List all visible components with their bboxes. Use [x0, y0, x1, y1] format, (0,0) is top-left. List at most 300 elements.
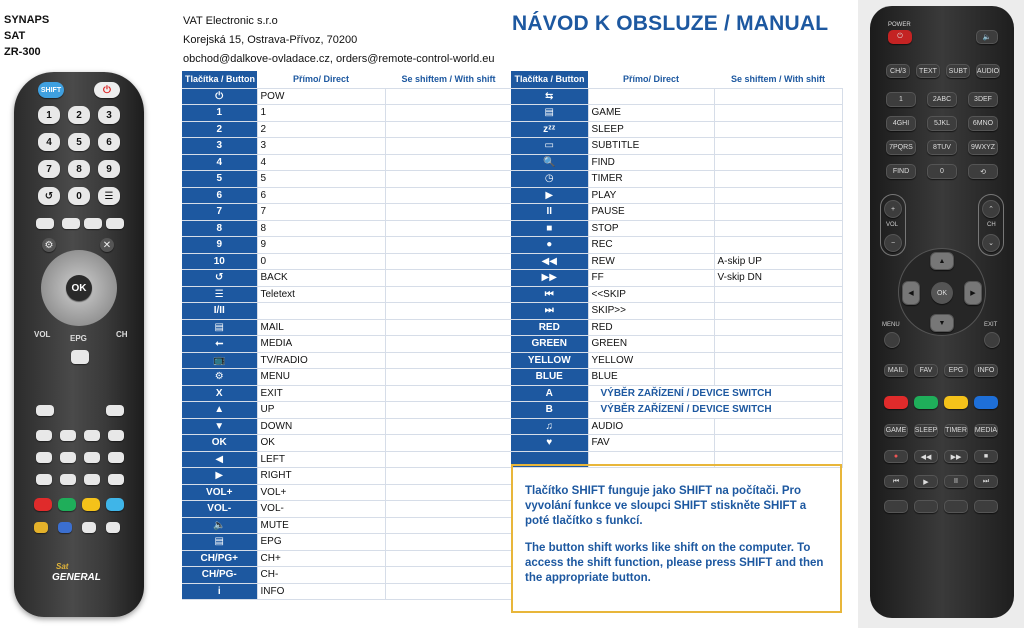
button-cell: 5: [182, 171, 257, 188]
num-key-9: 9: [98, 160, 120, 178]
button-cell: ▶▶: [511, 270, 588, 287]
transport-key-1: [36, 452, 52, 463]
button-cell: ⏮: [511, 286, 588, 303]
rr-row1-2: SUBT: [946, 64, 970, 78]
rr-timer-key: TIMER: [944, 424, 968, 437]
table-row: [511, 369, 842, 386]
button-cell: 9: [182, 237, 257, 254]
rr-key-9: 9WXYZ: [968, 140, 998, 155]
button-cell: 4: [182, 154, 257, 171]
transport-key-7: [84, 474, 100, 485]
table-row: [511, 204, 842, 221]
direct-cell: LEFT: [257, 451, 385, 468]
table-row: [182, 171, 512, 188]
rr-rew-key-icon: ◀◀: [914, 450, 938, 463]
num-key-5: 5: [68, 133, 90, 151]
subtitle-key: [60, 430, 76, 441]
button-cell: ▭: [511, 138, 588, 155]
table-row: [511, 402, 842, 419]
direct-cell: CH-: [257, 567, 385, 584]
media-key: [84, 218, 102, 229]
table-row: [182, 484, 512, 501]
rr-info-key: INFO: [974, 364, 998, 377]
table-row: [182, 468, 512, 485]
sleep-key: [36, 430, 52, 441]
direct-cell: RIGHT: [257, 468, 385, 485]
note-czech: Tlačítko SHIFT funguje jako SHIFT na počítači. Pro vyvolání funkce ve sloupci SHIFT stiskněte SHIFT a poté tlačítko s funkcí.: [525, 485, 807, 527]
shift-cell: [385, 303, 512, 320]
num-key-6: 6: [98, 133, 120, 151]
button-cell: ▶: [511, 187, 588, 204]
button-cell: 10: [182, 253, 257, 270]
button-cell: ▶: [182, 468, 257, 485]
button-cell: ▼: [182, 418, 257, 435]
table-row: [182, 204, 512, 221]
direct-cell: REC: [588, 237, 714, 254]
green-key: [58, 498, 76, 511]
button-cell: A: [511, 385, 588, 402]
rr-blank-key-3: [944, 500, 968, 513]
num-key-4: 4: [38, 133, 60, 151]
direct-cell: Teletext: [257, 286, 385, 303]
button-cell: CH/PG+: [182, 550, 257, 567]
shift-cell: [714, 336, 842, 353]
header-direct: Přímo/ Direct: [588, 71, 714, 88]
button-cell: ↺: [182, 270, 257, 287]
shift-cell: [385, 253, 512, 270]
rr-key-2: 2ABC: [927, 92, 957, 107]
shift-cell: [714, 121, 842, 138]
button-cell: 7: [182, 204, 257, 221]
table-row: [182, 517, 512, 534]
shift-cell: [385, 385, 512, 402]
rr-key-1: 1: [886, 92, 916, 107]
right-table-header: [511, 71, 842, 88]
num-key-8: 8: [68, 160, 90, 178]
shift-cell: [714, 88, 842, 105]
direct-cell: 6: [257, 187, 385, 204]
direct-cell: RED: [588, 319, 714, 336]
button-cell: ⏻: [182, 88, 257, 105]
header-shift: Se shiftem / With shift: [714, 71, 842, 88]
button-cell: YELLOW: [511, 352, 588, 369]
note-english: The button shift works like shift on the computer. To access the shift function, please press SHIFT and then the appropriate button.: [525, 542, 824, 584]
direct-cell: 7: [257, 204, 385, 221]
table-row: [511, 121, 842, 138]
table-row: [182, 385, 512, 402]
a-key: [34, 522, 48, 533]
rr-epg-key: EPG: [944, 364, 968, 377]
table-row: [182, 286, 512, 303]
shift-cell: [714, 237, 842, 254]
button-cell: ☰: [182, 286, 257, 303]
num-key-2: 2: [68, 106, 90, 124]
table-row: [182, 187, 512, 204]
power-label: POWER: [888, 22, 911, 28]
back-key-icon: ↺: [38, 187, 60, 205]
table-row: [511, 138, 842, 155]
table-row: [511, 352, 842, 369]
rr-find-key: FIND: [886, 164, 916, 179]
button-cell: ⏭: [511, 303, 588, 320]
num-key-0: 0: [68, 187, 90, 205]
button-cell: 🔍: [511, 154, 588, 171]
button-cell: VOL+: [182, 484, 257, 501]
rr-pause-key-icon: II: [944, 475, 968, 488]
table-row: [182, 352, 512, 369]
table-row: [182, 253, 512, 270]
blue-key: [106, 498, 124, 511]
table-row: [511, 171, 842, 188]
shift-cell: [714, 171, 842, 188]
table-row: [511, 319, 842, 336]
shift-cell: [385, 319, 512, 336]
direct-cell: BLUE: [588, 369, 714, 386]
rr-mail-key: MAIL: [884, 364, 908, 377]
direct-cell: REW: [588, 253, 714, 270]
table-row: [182, 121, 512, 138]
button-cell: GREEN: [511, 336, 588, 353]
table-row: [511, 88, 842, 105]
vol-down-icon: −: [884, 234, 902, 252]
button-cell: BLUE: [511, 369, 588, 386]
shift-cell: [385, 435, 512, 452]
direct-cell: STOP: [588, 220, 714, 237]
shift-cell: [385, 171, 512, 188]
rr-red-key: [884, 396, 908, 409]
rect-key-1: [36, 405, 54, 416]
table-row: [511, 435, 842, 452]
vol-up-icon: +: [884, 200, 902, 218]
rr-fav-key: FAV: [914, 364, 938, 377]
rr-stop-key-icon: ■: [974, 450, 998, 463]
shift-cell: [385, 336, 512, 353]
button-cell: ◀: [182, 451, 257, 468]
shift-cell: [714, 154, 842, 171]
table-row: [182, 220, 512, 237]
direct-cell: 0: [257, 253, 385, 270]
rr-play-key-icon: ▶: [914, 475, 938, 488]
direct-cell: VOL+: [257, 484, 385, 501]
device-switch-cell: VÝBĚR ZAŘÍZENÍ / DEVICE SWITCH: [588, 402, 842, 419]
ch-down-icon: ⌄: [982, 234, 1000, 252]
rr-up-icon: ▲: [930, 252, 954, 270]
left-table-header: [182, 71, 512, 88]
button-cell: ▤: [182, 319, 257, 336]
rr-yellow-key: [944, 396, 968, 409]
table-row: [511, 286, 842, 303]
shift-cell: [714, 319, 842, 336]
direct-cell: SKIP>>: [588, 303, 714, 320]
rr-key-3: 3DEF: [968, 92, 998, 107]
button-cell: 8: [182, 220, 257, 237]
rr-ok-key: OK: [931, 282, 953, 304]
vol-label: VOL: [886, 222, 899, 228]
company-address: Korejská 15, Ostrava-Přívoz, 70200: [183, 34, 358, 46]
button-cell: 📺: [182, 352, 257, 369]
remote-identifier: [4, 12, 49, 60]
direct-cell: UP: [257, 402, 385, 419]
button-cell: i: [182, 583, 257, 600]
b-key: [58, 522, 72, 533]
direct-cell: PLAY: [588, 187, 714, 204]
rr-row1-3: AUDIO: [976, 64, 1000, 78]
brand-logo-line2: GENERAL: [52, 572, 101, 583]
audio-key: [82, 522, 96, 533]
table-row: [182, 154, 512, 171]
table-row: [182, 534, 512, 551]
button-cell: ◷: [511, 171, 588, 188]
shift-cell: [385, 402, 512, 419]
shift-note: [511, 464, 842, 613]
button-cell: ■: [511, 220, 588, 237]
direct-cell: GREEN: [588, 336, 714, 353]
direct-cell: DOWN: [257, 418, 385, 435]
ch-up-icon: ⌃: [982, 200, 1000, 218]
header-button: Tlačítka / Button: [182, 71, 257, 88]
button-cell: VOL-: [182, 501, 257, 518]
shift-cell: [385, 501, 512, 518]
rr-blank-key-2: [914, 500, 938, 513]
direct-cell: BACK: [257, 270, 385, 287]
button-cell: zᶻᶻ: [511, 121, 588, 138]
direct-cell: TV/RADIO: [257, 352, 385, 369]
right-mapping-table: [511, 71, 843, 468]
device-switch-cell: VÝBĚR ZAŘÍZENÍ / DEVICE SWITCH: [588, 385, 842, 402]
table-row: [511, 187, 842, 204]
shift-cell: [385, 451, 512, 468]
shift-cell: [714, 220, 842, 237]
button-cell: X: [182, 385, 257, 402]
transport-key-2: [60, 452, 76, 463]
ch-label: CH: [987, 222, 996, 228]
direct-cell: PAUSE: [588, 204, 714, 221]
direct-cell: MENU: [257, 369, 385, 386]
company-name: VAT Electronic s.r.o: [183, 15, 278, 27]
timer-key: [108, 430, 124, 441]
rr-row1-0: CH/3: [886, 64, 910, 78]
rr-left-icon: ◀: [902, 281, 920, 305]
find-key: [84, 430, 100, 441]
shift-cell: [385, 88, 512, 105]
button-cell: 6: [182, 187, 257, 204]
shift-cell: [385, 154, 512, 171]
direct-cell: [588, 88, 714, 105]
button-cell: ♥: [511, 435, 588, 452]
ch-label: CH: [116, 330, 128, 339]
table-row: [511, 154, 842, 171]
direct-cell: MAIL: [257, 319, 385, 336]
rr-rec-key-icon: ●: [884, 450, 908, 463]
button-cell: ⇆: [511, 88, 588, 105]
table-row: [182, 105, 512, 122]
button-cell: OK: [182, 435, 257, 452]
shift-cell: [714, 105, 842, 122]
rr-row1-1: TEXT: [916, 64, 940, 78]
num-key-3: 3: [98, 106, 120, 124]
rect-key-2: [106, 405, 124, 416]
shift-cell: [714, 187, 842, 204]
direct-cell: FF: [588, 270, 714, 287]
shift-cell: [385, 352, 512, 369]
rr-right-icon: ▶: [964, 281, 982, 305]
brand-label: SYNAPS: [4, 14, 50, 26]
table-row: [182, 237, 512, 254]
direct-cell: 4: [257, 154, 385, 171]
direct-cell: EXIT: [257, 385, 385, 402]
rr-recall-key-icon: ⟲: [968, 164, 998, 179]
button-cell: I/II: [182, 303, 257, 320]
direct-cell: EPG: [257, 534, 385, 551]
rr-next-key-icon: ⏭: [974, 475, 998, 488]
shift-cell: [385, 550, 512, 567]
button-cell: CH/PG-: [182, 567, 257, 584]
num-key-1: 1: [38, 106, 60, 124]
vol-label: VOL: [34, 330, 51, 339]
direct-cell: FIND: [588, 154, 714, 171]
mute-key-icon: 🔈: [976, 30, 998, 44]
table-row: [511, 220, 842, 237]
rr-key-6: 6MNO: [968, 116, 998, 131]
rr-blank-key-4: [974, 500, 998, 513]
transport-key-6: [60, 474, 76, 485]
table-row: [511, 303, 842, 320]
button-cell: 3: [182, 138, 257, 155]
shift-cell: [385, 286, 512, 303]
remote-right-body: [870, 6, 1014, 618]
shift-cell: [714, 303, 842, 320]
transport-key-3: [84, 452, 100, 463]
direct-cell: 8: [257, 220, 385, 237]
shift-cell: [714, 352, 842, 369]
remote-left-image: [14, 72, 144, 617]
shift-cell: [385, 138, 512, 155]
table-row: [182, 418, 512, 435]
rr-blank-key-1: [884, 500, 908, 513]
table-row: [182, 501, 512, 518]
table-row: [182, 451, 512, 468]
shift-cell: [714, 138, 842, 155]
tv-radio-key: [106, 218, 124, 229]
shift-cell: [385, 369, 512, 386]
direct-cell: VOL-: [257, 501, 385, 518]
rr-prev-key-icon: ⏮: [884, 475, 908, 488]
shift-cell: [385, 220, 512, 237]
direct-cell: 2: [257, 121, 385, 138]
sat-label: SAT: [4, 30, 26, 42]
direct-cell: [257, 303, 385, 320]
exit-label: EXIT: [984, 322, 998, 328]
red-key: [34, 498, 52, 511]
direct-cell: 1: [257, 105, 385, 122]
shift-cell: [714, 369, 842, 386]
shift-cell: [385, 270, 512, 287]
page-title: NÁVOD K OBSLUZE / MANUAL: [512, 12, 829, 35]
rr-game-key: GAME: [884, 424, 908, 437]
direct-cell: INFO: [257, 583, 385, 600]
rr-media-key: MEDIA: [974, 424, 998, 437]
direct-cell: MUTE: [257, 517, 385, 534]
button-cell: 🔈: [182, 517, 257, 534]
direct-cell: POW: [257, 88, 385, 105]
rr-key-0: 0: [927, 164, 957, 179]
direct-cell: <<SKIP: [588, 286, 714, 303]
shift-cell: [385, 237, 512, 254]
table-row: [182, 138, 512, 155]
table-row: [182, 88, 512, 105]
table-row: [182, 583, 512, 600]
direct-cell: AUDIO: [588, 418, 714, 435]
direct-cell: CH+: [257, 550, 385, 567]
ok-key: OK: [66, 275, 92, 301]
shift-cell: [714, 418, 842, 435]
table-row: [511, 418, 842, 435]
power-key-icon: ⏻: [888, 30, 912, 44]
shift-cell: [385, 534, 512, 551]
rr-menu-key: [884, 332, 900, 348]
company-emails: obchod@dalkove-ovladace.cz, orders@remote-control-world.eu: [183, 53, 495, 65]
rr-key-4: 4GHI: [886, 116, 916, 131]
table-row: [182, 550, 512, 567]
shift-cell: [714, 286, 842, 303]
rr-green-key: [914, 396, 938, 409]
shift-cell: [385, 517, 512, 534]
button-cell: II: [511, 204, 588, 221]
table-row: [511, 385, 842, 402]
table-row: [182, 567, 512, 584]
direct-cell: 9: [257, 237, 385, 254]
header-shift: Se shiftem / With shift: [385, 71, 512, 88]
rr-ff-key-icon: ▶▶: [944, 450, 968, 463]
shift-cell: [385, 468, 512, 485]
table-row: [182, 319, 512, 336]
company-info: [183, 12, 495, 69]
epg-label: EPG: [70, 334, 87, 343]
brand-logo-line1: Sat: [56, 562, 69, 571]
direct-cell: YELLOW: [588, 352, 714, 369]
button-cell: B: [511, 402, 588, 419]
rr-key-7: 7PQRS: [886, 140, 916, 155]
rr-exit-key: [984, 332, 1000, 348]
button-cell: ◀◀: [511, 253, 588, 270]
shift-cell: [714, 204, 842, 221]
rr-sleep-key: SLEEP: [914, 424, 938, 437]
shift-cell: V-skip DN: [714, 270, 842, 287]
fav-key: [106, 522, 120, 533]
i-ii-key: [62, 218, 80, 229]
table-row: [511, 270, 842, 287]
transport-key-8: [108, 474, 124, 485]
header-button: Tlačítka / Button: [511, 71, 588, 88]
button-cell: ⚙: [182, 369, 257, 386]
menu-label: MENU: [882, 322, 900, 328]
yellow-key: [82, 498, 100, 511]
shift-cell: [714, 435, 842, 452]
left-mapping-table: [182, 71, 513, 600]
table-row: [182, 336, 512, 353]
direct-cell: OK: [257, 435, 385, 452]
transport-key-4: [108, 452, 124, 463]
button-cell: ♫: [511, 418, 588, 435]
direct-cell: 5: [257, 171, 385, 188]
shift-cell: A-skip UP: [714, 253, 842, 270]
table-row: [511, 237, 842, 254]
table-row: [511, 253, 842, 270]
table-row: [182, 270, 512, 287]
rr-down-icon: ▼: [930, 314, 954, 332]
num-key-7: 7: [38, 160, 60, 178]
button-cell: ●: [511, 237, 588, 254]
